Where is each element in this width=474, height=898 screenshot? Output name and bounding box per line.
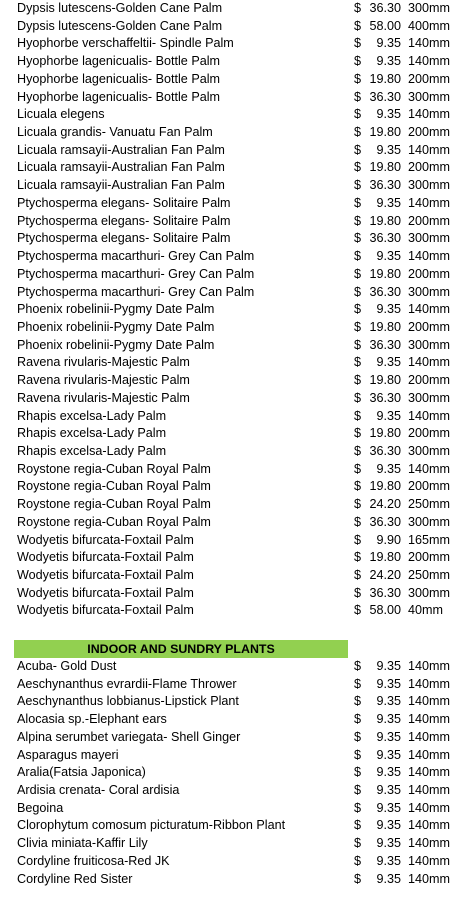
currency-symbol: $	[354, 676, 362, 691]
list-item	[0, 443, 474, 461]
plant-name: Ptychosperma macarthuri- Grey Can Palm	[17, 266, 255, 281]
plant-price: 9.35	[376, 747, 401, 762]
pot-size: 140mm	[408, 871, 450, 886]
plant-price: 36.30	[369, 89, 401, 104]
list-item	[0, 676, 474, 694]
pot-size: 140mm	[408, 107, 450, 122]
list-item	[0, 337, 474, 355]
plant-price: 19.80	[369, 373, 401, 388]
currency-symbol: $	[354, 266, 362, 281]
list-item	[0, 159, 474, 177]
pot-size: 200mm	[408, 373, 450, 388]
list-item	[0, 835, 474, 853]
pot-size: 300mm	[408, 390, 450, 405]
plant-price: 9.35	[376, 461, 401, 476]
pot-size: 140mm	[408, 142, 450, 157]
list-item	[0, 230, 474, 248]
pot-size: 200mm	[408, 319, 450, 334]
currency-symbol: $	[354, 497, 362, 512]
plant-name: Wodyetis bifurcata-Foxtail Palm	[17, 532, 194, 547]
currency-symbol: $	[354, 1, 362, 15]
currency-symbol: $	[354, 514, 362, 529]
plant-price: 19.80	[369, 550, 401, 565]
currency-symbol: $	[354, 444, 362, 458]
pot-size: 400mm	[408, 18, 450, 33]
plant-name: Rhapis excelsa-Lady Palm	[17, 408, 167, 423]
currency-symbol: $	[354, 729, 362, 744]
currency-symbol: $	[354, 18, 362, 33]
pot-size: 140mm	[408, 818, 450, 833]
list-item	[0, 301, 474, 319]
plant-price: 9.35	[376, 249, 401, 264]
plant-name: Ptychosperma elegans- Solitaire Palm	[17, 195, 231, 210]
plant-name: Ptychosperma macarthuri- Grey Can Palm	[17, 249, 255, 264]
list-item	[0, 514, 474, 532]
list-item	[0, 585, 474, 603]
plant-price: 9.35	[376, 142, 401, 157]
pot-size: 250mm	[408, 497, 450, 512]
pot-size: 200mm	[408, 426, 450, 441]
pot-size: 300mm	[408, 89, 450, 104]
currency-symbol: $	[354, 302, 362, 317]
list-item	[0, 549, 474, 567]
currency-symbol: $	[354, 213, 362, 228]
list-item	[0, 35, 474, 53]
list-item	[0, 89, 474, 107]
plant-price: 9.35	[376, 712, 401, 727]
list-item	[0, 729, 474, 747]
pot-size: 140mm	[408, 355, 450, 370]
currency-symbol: $	[354, 355, 362, 370]
plant-price: 9.35	[376, 853, 401, 868]
currency-symbol: $	[354, 659, 362, 673]
pot-size: 300mm	[408, 284, 450, 299]
currency-symbol: $	[354, 568, 362, 583]
plant-name: Ptychosperma macarthuri- Grey Can Palm	[17, 284, 255, 299]
currency-symbol: $	[354, 195, 362, 210]
list-item	[0, 496, 474, 514]
plant-name: Hyophorbe lagenicualis- Bottle Palm	[17, 71, 221, 86]
list-item	[0, 53, 474, 71]
plant-name: Ravena rivularis-Majestic Palm	[17, 355, 190, 370]
plant-name: Hyophorbe lagenicualis- Bottle Palm	[17, 89, 221, 104]
currency-symbol: $	[354, 479, 362, 494]
pot-size: 165mm	[408, 532, 450, 547]
list-item	[0, 106, 474, 124]
list-item	[0, 354, 474, 372]
list-item	[0, 532, 474, 550]
plant-name: Rhapis excelsa-Lady Palm	[17, 444, 167, 458]
currency-symbol: $	[354, 783, 362, 798]
plant-name: Ardisia crenata- Coral ardisia	[17, 783, 180, 798]
pot-size: 300mm	[408, 1, 450, 15]
plant-price: 9.35	[376, 355, 401, 370]
plant-name: Dypsis lutescens-Golden Cane Palm	[17, 18, 223, 33]
list-item	[0, 177, 474, 195]
pot-size: 140mm	[408, 765, 450, 780]
list-item	[0, 764, 474, 782]
plant-price: 19.80	[369, 319, 401, 334]
plant-name: Dypsis lutescens-Golden Cane Palm	[17, 1, 223, 15]
plant-name: Phoenix robelinii-Pygmy Date Palm	[17, 337, 215, 352]
currency-symbol: $	[354, 836, 362, 851]
currency-symbol: $	[354, 36, 362, 51]
currency-symbol: $	[354, 408, 362, 423]
pot-size: 140mm	[408, 712, 450, 727]
currency-symbol: $	[354, 853, 362, 868]
plant-price: 24.20	[369, 497, 401, 512]
plant-name: Aeschynanthus lobbianus-Lipstick Plant	[17, 694, 239, 709]
plant-price: 9.35	[376, 195, 401, 210]
currency-symbol: $	[354, 871, 362, 886]
list-item	[0, 319, 474, 337]
list-item	[0, 817, 474, 835]
plant-price: 19.80	[369, 125, 401, 140]
plant-name: Asparagus mayeri	[17, 747, 119, 762]
pot-size: 140mm	[408, 408, 450, 423]
plant-price: 58.00	[369, 603, 401, 618]
currency-symbol: $	[354, 125, 362, 140]
currency-symbol: $	[354, 89, 362, 104]
list-item	[0, 195, 474, 213]
pot-size: 300mm	[408, 178, 450, 193]
list-item	[0, 693, 474, 711]
plant-price: 9.35	[376, 800, 401, 815]
list-item	[0, 408, 474, 426]
pot-size: 200mm	[408, 266, 450, 281]
list-item	[0, 284, 474, 302]
currency-symbol: $	[354, 532, 362, 547]
currency-symbol: $	[354, 231, 362, 246]
list-item	[0, 18, 474, 36]
currency-symbol: $	[354, 712, 362, 727]
list-item	[0, 658, 474, 676]
plant-price: 9.90	[376, 532, 401, 547]
plant-name: Phoenix robelinii-Pygmy Date Palm	[17, 319, 215, 334]
pot-size: 200mm	[408, 550, 450, 565]
pot-size: 250mm	[408, 568, 450, 583]
list-item	[0, 213, 474, 231]
currency-symbol: $	[354, 178, 362, 193]
plant-price: 36.30	[369, 585, 401, 600]
currency-symbol: $	[354, 373, 362, 388]
plant-name: Clorophytum comosum picturatum-Ribbon Plant	[17, 818, 286, 833]
plant-price: 36.30	[369, 337, 401, 352]
plant-price: 19.80	[369, 426, 401, 441]
plant-name: Clivia miniata-Kaffir Lily	[17, 836, 148, 851]
pot-size: 200mm	[408, 213, 450, 228]
list-item	[0, 71, 474, 89]
currency-symbol: $	[354, 284, 362, 299]
currency-symbol: $	[354, 390, 362, 405]
list-item	[0, 372, 474, 390]
plant-price: 9.35	[376, 302, 401, 317]
list-item	[0, 567, 474, 585]
plant-price: 9.35	[376, 765, 401, 780]
plant-price: 19.80	[369, 160, 401, 175]
pot-size: 140mm	[408, 302, 450, 317]
plant-price: 19.80	[369, 71, 401, 86]
plant-price: 9.35	[376, 54, 401, 69]
pot-size: 200mm	[408, 125, 450, 140]
plant-name: Alocasia sp.-Elephant ears	[17, 712, 167, 727]
plant-price: 9.35	[376, 836, 401, 851]
plant-name: Roystone regia-Cuban Royal Palm	[17, 514, 211, 529]
pot-size: 200mm	[408, 479, 450, 494]
list-item	[0, 478, 474, 496]
currency-symbol: $	[354, 71, 362, 86]
plant-name: Licuala grandis- Vanuatu Fan Palm	[17, 125, 213, 140]
plant-name: Phoenix robelinii-Pygmy Date Palm	[17, 302, 215, 317]
list-item	[0, 747, 474, 765]
currency-symbol: $	[354, 107, 362, 122]
list-item	[0, 266, 474, 284]
pot-size: 200mm	[408, 71, 450, 86]
pot-size: 140mm	[408, 853, 450, 868]
plant-name: Wodyetis bifurcata-Foxtail Palm	[17, 550, 194, 565]
currency-symbol: $	[354, 694, 362, 709]
plant-name: Licuala ramsayii-Australian Fan Palm	[17, 142, 225, 157]
list-item	[0, 853, 474, 871]
pot-size: 40mm	[408, 603, 443, 618]
plant-price: 9.35	[376, 659, 401, 673]
pot-size: 300mm	[408, 231, 450, 246]
currency-symbol: $	[354, 800, 362, 815]
list-item	[0, 461, 474, 479]
list-item	[0, 602, 474, 620]
list-item	[0, 800, 474, 818]
plant-price: 19.80	[369, 266, 401, 281]
pot-size: 140mm	[408, 729, 450, 744]
plant-price: 58.00	[369, 18, 401, 33]
pot-size: 140mm	[408, 36, 450, 51]
currency-symbol: $	[354, 160, 362, 175]
currency-symbol: $	[354, 337, 362, 352]
indoor-section-header: INDOOR AND SUNDRY PLANTS	[14, 640, 348, 658]
currency-symbol: $	[354, 818, 362, 833]
list-item	[0, 871, 474, 889]
pot-size: 300mm	[408, 337, 450, 352]
plant-name: Rhapis excelsa-Lady Palm	[17, 426, 167, 441]
list-item	[0, 425, 474, 443]
plant-name: Licuala ramsayii-Australian Fan Palm	[17, 160, 225, 175]
pot-size: 140mm	[408, 195, 450, 210]
plant-price: 19.80	[369, 213, 401, 228]
plant-name: Begoina	[17, 800, 64, 815]
plant-price: 36.30	[369, 390, 401, 405]
plant-price: 9.35	[376, 729, 401, 744]
currency-symbol: $	[354, 585, 362, 600]
plant-name: Hyophorbe verschaffeltii- Spindle Palm	[17, 36, 234, 51]
plant-price: 9.35	[376, 818, 401, 833]
plant-name: Roystone regia-Cuban Royal Palm	[17, 461, 211, 476]
pot-size: 300mm	[408, 514, 450, 529]
plant-price: 36.30	[369, 514, 401, 529]
plant-name: Aeschynanthus evrardii-Flame Thrower	[17, 676, 237, 691]
plant-name: Ptychosperma elegans- Solitaire Palm	[17, 231, 231, 246]
plant-price: 9.35	[376, 676, 401, 691]
currency-symbol: $	[354, 249, 362, 264]
currency-symbol: $	[354, 603, 362, 618]
plant-price: 9.35	[376, 694, 401, 709]
plant-name: Ptychosperma elegans- Solitaire Palm	[17, 213, 231, 228]
plant-name: Alpina serumbet variegata- Shell Ginger	[17, 729, 241, 744]
list-item	[0, 142, 474, 160]
plant-name: Hyophorbe lagenicualis- Bottle Palm	[17, 54, 221, 69]
pot-size: 140mm	[408, 694, 450, 709]
list-item	[0, 0, 474, 18]
plant-name: Wodyetis bifurcata-Foxtail Palm	[17, 585, 194, 600]
plant-price: 36.30	[369, 284, 401, 299]
list-item	[0, 124, 474, 142]
currency-symbol: $	[354, 142, 362, 157]
plant-price: 36.30	[369, 231, 401, 246]
plant-name: Licuala elegens	[17, 107, 105, 122]
plant-price: 9.35	[376, 871, 401, 886]
plant-name: Roystone regia-Cuban Royal Palm	[17, 479, 211, 494]
currency-symbol: $	[354, 765, 362, 780]
plant-price: 9.35	[376, 36, 401, 51]
pot-size: 200mm	[408, 160, 450, 175]
plant-name: Roystone regia-Cuban Royal Palm	[17, 497, 211, 512]
pot-size: 140mm	[408, 54, 450, 69]
plant-price: 36.30	[369, 1, 401, 15]
plant-name: Cordyline Red Sister	[17, 871, 133, 886]
plant-price: 9.35	[376, 408, 401, 423]
pot-size: 300mm	[408, 444, 450, 458]
plant-price: 19.80	[369, 479, 401, 494]
currency-symbol: $	[354, 319, 362, 334]
plant-name: Ravena rivularis-Majestic Palm	[17, 373, 190, 388]
plant-name: Cordyline fruiticosa-Red JK	[17, 853, 170, 868]
currency-symbol: $	[354, 550, 362, 565]
plant-name: Wodyetis bifurcata-Foxtail Palm	[17, 568, 194, 583]
pot-size: 140mm	[408, 783, 450, 798]
plant-name: Wodyetis bifurcata-Foxtail Palm	[17, 603, 194, 618]
currency-symbol: $	[354, 747, 362, 762]
pot-size: 140mm	[408, 800, 450, 815]
list-item	[0, 390, 474, 408]
pot-size: 140mm	[408, 676, 450, 691]
currency-symbol: $	[354, 461, 362, 476]
plant-price: 36.30	[369, 178, 401, 193]
plant-price: 9.35	[376, 107, 401, 122]
currency-symbol: $	[354, 54, 362, 69]
plant-name: Acuba- Gold Dust	[17, 659, 117, 673]
currency-symbol: $	[354, 426, 362, 441]
list-item	[0, 782, 474, 800]
pot-size: 140mm	[408, 836, 450, 851]
pot-size: 140mm	[408, 747, 450, 762]
plant-name: Ravena rivularis-Majestic Palm	[17, 390, 190, 405]
plant-name: Licuala ramsayii-Australian Fan Palm	[17, 178, 225, 193]
plant-name: Aralia(Fatsia Japonica)	[17, 765, 146, 780]
plant-price: 9.35	[376, 783, 401, 798]
plant-price: 24.20	[369, 568, 401, 583]
plant-price: 36.30	[369, 444, 401, 458]
list-item	[0, 711, 474, 729]
list-item	[0, 248, 474, 266]
pot-size: 140mm	[408, 249, 450, 264]
pot-size: 140mm	[408, 659, 450, 673]
pot-size: 300mm	[408, 585, 450, 600]
pot-size: 140mm	[408, 461, 450, 476]
